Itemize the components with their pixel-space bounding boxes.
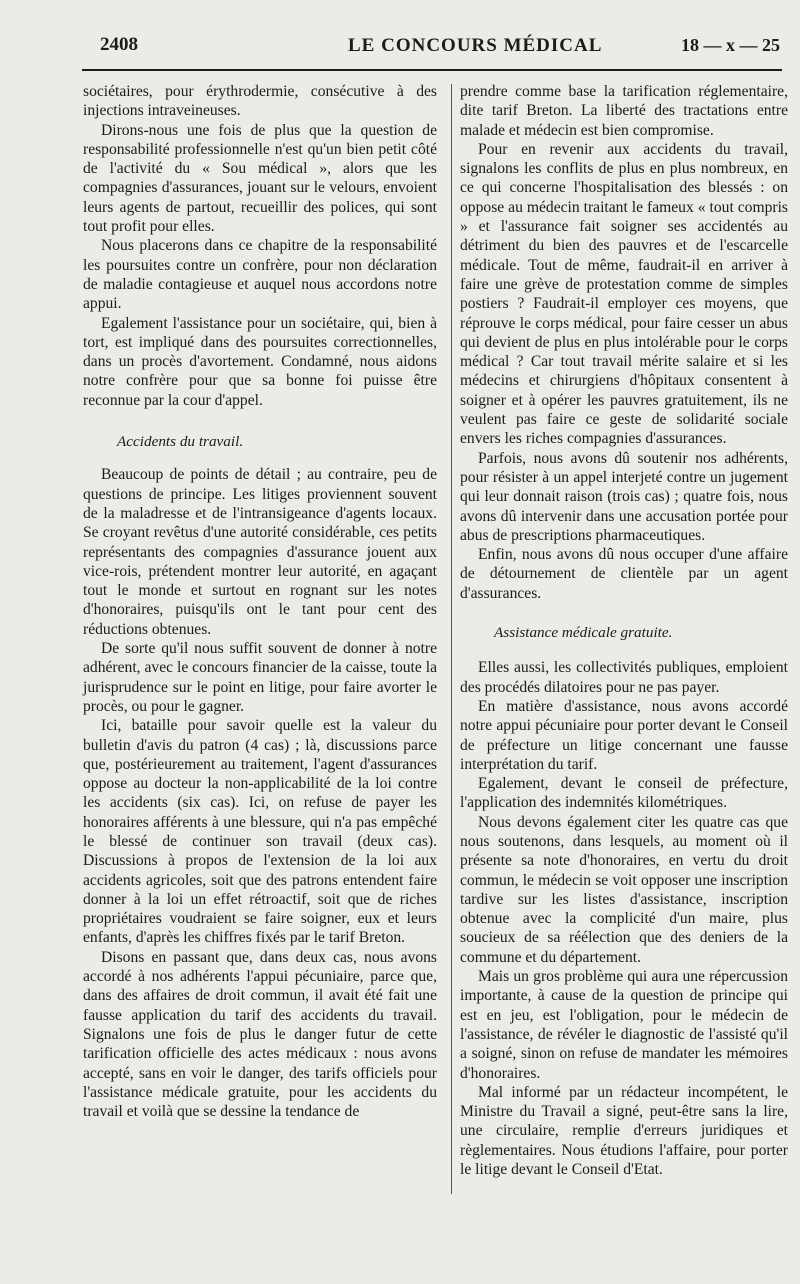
paragraph: Beaucoup de points de détail ; au contraire, peu de questions de principe. Les litiges proviennent souvent de la maladresse et de l'intransigeance d'agents locaux. Se croyant revêtus d'une autorité considérable, ces petits représentants des compagnies d'assurance jouent aux vice-rois, prétendent montrer leur autorité, en agaçant tout le monde et surtout en rognant sur les notes d'honoraires, puisqu'ils ont le tant pour cent des réductions obtenues. [83, 466, 437, 638]
page-number: 2408 [100, 34, 138, 55]
paragraph: Ici, bataille pour savoir quelle est la valeur du bulletin d'avis du patron (4 cas) ; là, discussions parce que, postérieurement au traitement, l'agent d'assurances oppose au docteur la non-applicabilité de la loi contre les accidents (six cas). Ici, on refuse de payer les honoraires afférents à une blessure, qui n'a pas empêché le blessé de continuer son travail (deux cas). Discussions à propos de l'extension de la loi aux accidents agricoles, soit que des patrons entendent faire donner à la loi un effet rétroactif, soit que de riches propriétaires voudraient se faire soigner, eux et leurs enfants, d'après les chiffres fixés par le tarif Breton. [83, 717, 437, 947]
paragraph: Enfin, nous avons dû nous occuper d'une affaire de détournement de clientèle par un agent d'assurances. [460, 546, 788, 602]
section-heading-assistance: Assistance médicale gratuite. [494, 624, 673, 642]
column-divider [451, 84, 452, 1194]
paragraph: sociétaires, pour érythrodermie, consécutive à des injections intraveineuses. [83, 83, 437, 120]
paragraph: Egalement, devant le conseil de préfecture, l'application des indemnités kilométriques. [460, 775, 788, 812]
page-header [100, 34, 780, 62]
right-column [460, 82, 788, 1179]
issue-date: 18 — x — 25 [681, 35, 780, 55]
paragraph: En matière d'assistance, nous avons accordé notre appui pécuniaire pour porter devant le Conseil de préfecture un litige concernant une fausse interprétation du tarif. [460, 697, 788, 773]
journal-title: LE CONCOURS MÉDICAL [348, 35, 603, 56]
paragraph: Mal informé par un rédacteur incompétent, le Ministre du Travail a signé, peut-être sans la lire, une circulaire, remplie d'erreurs juridiques et règlementaires. Nous étudions l'affaire, pour porter le litige devant le Conseil d'Etat. [460, 1083, 788, 1179]
paragraph: Disons en passant que, dans deux cas, nous avons accordé à nos adhérents l'appui pécuniaire, parce que, dans des affaires de droit commun, il avait été fait une fausse application du tarif des accidents du travail. Signalons une fois de plus le danger futur de cette tarification officielle des actes médicaux : nous avons accepté, sans en voir le danger, des tarifs officiels pour l'assistance médicale gratuite, pour les accidents du travail et voilà que se dessine la tendance de [83, 948, 437, 1121]
paragraph: Pour en revenir aux accidents du travail, signalons les conflits de plus en plus nombreux, en ce qui concerne l'hospitalisation des blessés : on oppose au médecin traitant le fameux « tout compris » et l'assurance fait soigner ses accidentés au détriment du bien des pauvres et de l'escarcelle médicale. Tout de même, faudrait-il en arriver à faire une grève de protestation comme de simples postiers ? Faudrait-il employer ces moyens, que réprouve le corps médical, pour faire cesser un abus qui devient de plus en plus intolérable pour le corps médical ? Car tout travail mérite salaire et si les médecins et chirurgiens d'hôpitaux consentent à soigner et à opérer les pauvres gratuitement, ils ne veulent pas faire ce geste de solidarité sociale envers les riches compagnies d'assurances. [460, 140, 788, 448]
paragraph: Dirons-nous une fois de plus que la question de responsabilité professionnelle n'est qu'un bien petit côté de l'activité du « Sou médical », alors que les compagnies d'assurances, jouant sur le velours, envoient leurs agents de partout, recueillir des polices, qui sont tout profit pour elles. [83, 121, 437, 236]
left-column [83, 82, 437, 1121]
paragraph: Nous placerons dans ce chapitre de la responsabilité les poursuites contre un confrère, pour non déclaration de maladie contagieuse et auquel nous accordons notre appui. [83, 237, 437, 313]
paragraph: De sorte qu'il nous suffit souvent de donner à notre adhérent, avec le concours financier de la caisse, toute la jurisprudence sur le point en litige, pour faire avorter le procès, ou pour le gagner. [83, 640, 437, 715]
section-heading-accidents: Accidents du travail. [117, 433, 244, 451]
paragraph: Mais un gros problème qui aura une répercussion importante, à cause de la question de principe qui est en jeu, est l'obligation, pour le médecin de l'assistance, de révéler le diagnostic de l'assisté qu'il a soigné, sinon on refuse de mandater les mémoires d'honoraires. [460, 968, 788, 1082]
paragraph: Parfois, nous avons dû soutenir nos adhérents, pour résister à un appel interjeté contre un jugement qui leur donnait raison (trois cas) ; quatre fois, nous avons dû intervenir dans une accusation portée pour abus de prescriptions pharmaceutiques. [460, 449, 788, 544]
header-rule [82, 69, 782, 71]
paragraph: Elles aussi, les collectivités publiques, emploient des procédés dilatoires pour ne pas payer. [460, 659, 788, 696]
paragraph: Egalement l'assistance pour un sociétaire, qui, bien à tort, est impliqué dans des poursuites correctionnelles, dans un procès d'avortement. Condamné, nous aidons notre confrère pour que sa bonne foi puisse être reconnue par la cour d'appel. [83, 314, 437, 409]
paragraph: Nous devons également citer les quatre cas que nous soutenons, dans lesquels, au moment où il présente sa note d'honoraires, en vertu du droit commun, le médecin se voit opposer une inscription tardive sur les listes d'assistance, inscription obtenue avec la complicité d'un maire, plus soucieux de sa réélection que des deniers de la commune et du département. [460, 813, 788, 966]
paragraph: prendre comme base la tarification réglementaire, dite tarif Breton. La liberté des tractations entre malade et médecin est bien compromise. [460, 83, 788, 139]
